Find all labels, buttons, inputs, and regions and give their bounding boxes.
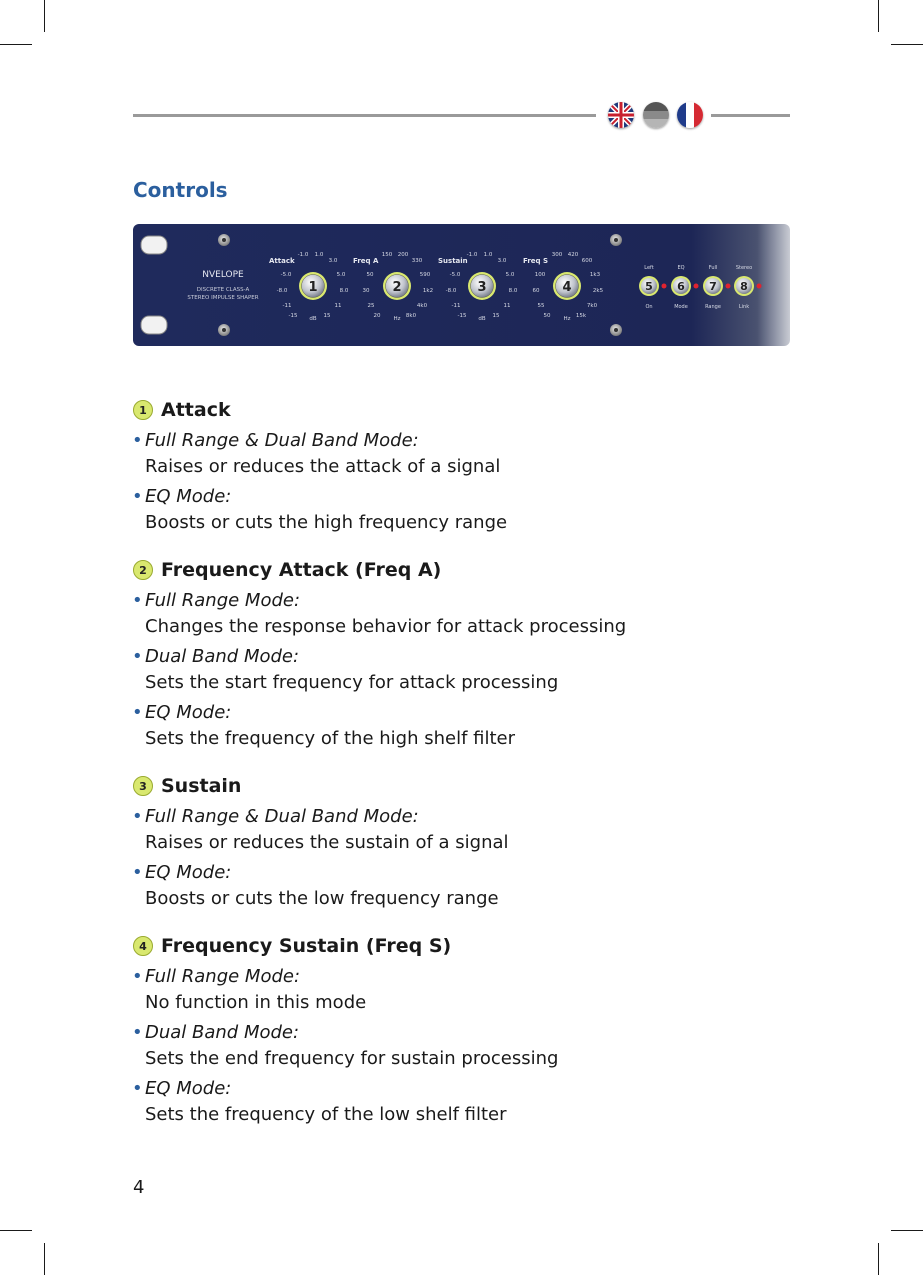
header-rule (711, 114, 790, 117)
knob-scale-label: 60 (532, 288, 540, 294)
knob-scale-label: 25 (367, 303, 375, 309)
mode-label-text: EQ Mode: (145, 862, 232, 883)
bullet-icon: • (132, 486, 143, 507)
crop-mark (878, 1243, 879, 1275)
mode-label (133, 860, 793, 886)
mode-description: Boosts or cuts the low frequency range (145, 888, 499, 909)
bullet-icon: • (132, 806, 143, 827)
mode-label-text: EQ Mode: (145, 1078, 232, 1099)
mode-item (133, 860, 793, 912)
crop-mark (891, 1230, 923, 1231)
knob-scale-label: 150 (381, 252, 393, 258)
crop-mark (891, 44, 923, 45)
knob-unit-label: dB (309, 316, 317, 322)
knob-scale-label: -8.0 (445, 288, 457, 294)
mode-label-text: Full Range Mode: (145, 966, 301, 987)
control-block (133, 772, 793, 912)
knob-scale-label: 1k3 (589, 272, 601, 278)
bullet-icon: • (132, 646, 143, 667)
mode-label-text: Dual Band Mode: (145, 646, 300, 667)
section-title: Controls (133, 178, 228, 202)
control-number-badge: 1 (133, 400, 153, 420)
knob-scale-label: 5.0 (505, 272, 515, 278)
control-block (133, 932, 793, 1128)
knob-scale-label: 50 (366, 272, 374, 278)
knob-scale-label: 50 (543, 313, 551, 319)
knob-scale-label: 2k5 (592, 288, 604, 294)
mode-item (133, 644, 793, 696)
knob-scale-label: 200 (397, 252, 409, 258)
knob-scale-label: 5.0 (336, 272, 346, 278)
bullet-icon: • (132, 862, 143, 883)
knob-scale-label: -11 (451, 303, 461, 309)
knob-scale-label: 600 (581, 258, 593, 264)
mode-label (133, 428, 793, 454)
crop-mark (878, 0, 879, 32)
fr-flag-icon[interactable] (677, 102, 703, 128)
knob-scale-label: 8.0 (508, 288, 518, 294)
knob-scale-label: 15 (492, 313, 500, 319)
mode-label-text: Full Range & Dual Band Mode: (145, 806, 419, 827)
knob-number: 1 (308, 280, 318, 295)
mode-description: Sets the frequency of the high shelf filter (145, 728, 516, 749)
mode-description: Sets the start frequency for attack processing (145, 672, 559, 693)
button-bottom-label: Range (705, 304, 721, 310)
mode-description: Boosts or cuts the high frequency range (145, 512, 508, 533)
bullet-icon: • (132, 1078, 143, 1099)
knob-scale-label: 1.0 (314, 252, 324, 258)
knob-scale-label: 1.0 (483, 252, 493, 258)
mode-item (133, 700, 793, 752)
button-number: 5 (645, 280, 653, 293)
knob-label: Sustain (438, 257, 468, 265)
mode-label-text: EQ Mode: (145, 486, 232, 507)
control-heading (133, 932, 793, 960)
knob-scale-label: 11 (503, 303, 511, 309)
bullet-icon: • (132, 1022, 143, 1043)
knob-scale-label: -15 (457, 313, 467, 319)
knob-scale-label: 100 (534, 272, 546, 278)
led-indicator-icon (662, 284, 667, 289)
mode-label (133, 644, 793, 670)
button-bottom-label: On (645, 304, 653, 310)
knob-scale-label: 8k0 (405, 313, 417, 319)
knob-scale-label: -11 (282, 303, 292, 309)
knob-unit-label: dB (478, 316, 486, 322)
knob-number: 4 (562, 280, 572, 295)
header-rule (133, 114, 596, 117)
mode-label-text: Full Range Mode: (145, 590, 301, 611)
mode-item (133, 1076, 793, 1128)
knob-label: Freq S (523, 257, 549, 265)
de-flag-icon[interactable] (643, 102, 669, 128)
knob-label: Freq A (353, 257, 379, 265)
uk-flag-icon[interactable] (608, 102, 634, 128)
mode-description: Raises or reduces the attack of a signal (145, 456, 501, 477)
brand-name: NVELOPE (202, 270, 244, 280)
control-title: Frequency Attack (Freq A) (161, 559, 442, 581)
mode-label-text: Full Range & Dual Band Mode: (145, 430, 419, 451)
knob-scale-label: 30 (362, 288, 370, 294)
knob-scale-label: 300 (551, 252, 563, 258)
button-top-label: EQ (677, 265, 685, 271)
knob-scale-label: 15k (575, 313, 587, 319)
knob-unit-label: Hz (393, 316, 401, 322)
knob-scale-label: -5.0 (280, 272, 292, 278)
knob-scale-label: -1.0 (297, 252, 309, 258)
crop-mark (44, 0, 45, 32)
mode-item (133, 588, 793, 640)
crop-mark (44, 1243, 45, 1275)
control-title: Attack (161, 399, 231, 421)
led-indicator-icon (757, 284, 762, 289)
knob-scale-label: 20 (373, 313, 381, 319)
led-indicator-icon (726, 284, 731, 289)
mode-description: Raises or reduces the sustain of a signal (145, 832, 509, 853)
control-number-badge: 2 (133, 560, 153, 580)
button-number: 7 (709, 280, 717, 293)
crop-mark (0, 44, 32, 45)
button-number: 8 (740, 280, 748, 293)
mode-label (133, 700, 793, 726)
button-bottom-label: Mode (674, 304, 688, 310)
button-top-label: Stereo (735, 265, 753, 271)
controls-description (133, 396, 793, 1148)
mode-description: Sets the end frequency for sustain processing (145, 1048, 559, 1069)
mode-label (133, 588, 793, 614)
control-block (133, 556, 793, 752)
knob-scale-label: 15 (323, 313, 331, 319)
mode-label (133, 1020, 793, 1046)
knob-scale-label: 55 (537, 303, 545, 309)
knob-scale-label: -1.0 (466, 252, 478, 258)
knob-number: 2 (392, 280, 402, 295)
brand-subtitle: STEREO IMPULSE SHAPER (187, 295, 259, 301)
knob-scale-label: 7k0 (586, 303, 598, 309)
button-number: 6 (677, 280, 685, 293)
bullet-icon: • (132, 590, 143, 611)
mode-label-text: EQ Mode: (145, 702, 232, 723)
knob-label: Attack (269, 257, 295, 265)
mode-description: Sets the frequency of the low shelf filter (145, 1104, 507, 1125)
mode-item (133, 804, 793, 856)
page-number: 4 (133, 1177, 145, 1198)
knob-number: 3 (477, 280, 487, 295)
button-top-label: Full (708, 265, 718, 271)
control-number-badge: 3 (133, 776, 153, 796)
knob-scale-label: -5.0 (449, 272, 461, 278)
knob-scale-label: 8.0 (339, 288, 349, 294)
knob-scale-label: 590 (419, 272, 431, 278)
control-heading (133, 396, 793, 424)
knob-scale-label: 3.0 (328, 258, 338, 264)
knob-scale-label: 330 (411, 258, 423, 264)
mode-description: No function in this mode (145, 992, 367, 1013)
control-title: Frequency Sustain (Freq S) (161, 935, 452, 957)
mode-item (133, 428, 793, 480)
mode-label (133, 1076, 793, 1102)
control-heading (133, 556, 793, 584)
knob-scale-label: 420 (567, 252, 579, 258)
crop-mark (0, 1230, 32, 1231)
control-block (133, 396, 793, 536)
bullet-icon: • (132, 430, 143, 451)
button-bottom-label: Link (738, 304, 750, 310)
mode-item (133, 1020, 793, 1072)
mode-description: Changes the response behavior for attack processing (145, 616, 627, 637)
control-number-badge: 4 (133, 936, 153, 956)
knob-scale-label: -8.0 (276, 288, 288, 294)
mode-label (133, 964, 793, 990)
mode-label (133, 804, 793, 830)
led-indicator-icon (694, 284, 699, 289)
knob-scale-label: 4k0 (416, 303, 428, 309)
knob-scale-label: -15 (288, 313, 298, 319)
button-top-label: Left (644, 265, 654, 271)
knob-scale-label: 11 (334, 303, 342, 309)
knob-scale-label: 1k2 (422, 288, 434, 294)
knob-unit-label: Hz (563, 316, 571, 322)
control-heading (133, 772, 793, 800)
mode-label (133, 484, 793, 510)
brand-subtitle: DISCRETE CLASS-A (196, 287, 250, 293)
mode-label-text: Dual Band Mode: (145, 1022, 300, 1043)
bullet-icon: • (132, 966, 143, 987)
control-title: Sustain (161, 775, 242, 797)
mode-item (133, 484, 793, 536)
knob-scale-label: 3.0 (497, 258, 507, 264)
mode-item (133, 964, 793, 1016)
bullet-icon: • (132, 702, 143, 723)
device-front-panel (133, 224, 790, 346)
